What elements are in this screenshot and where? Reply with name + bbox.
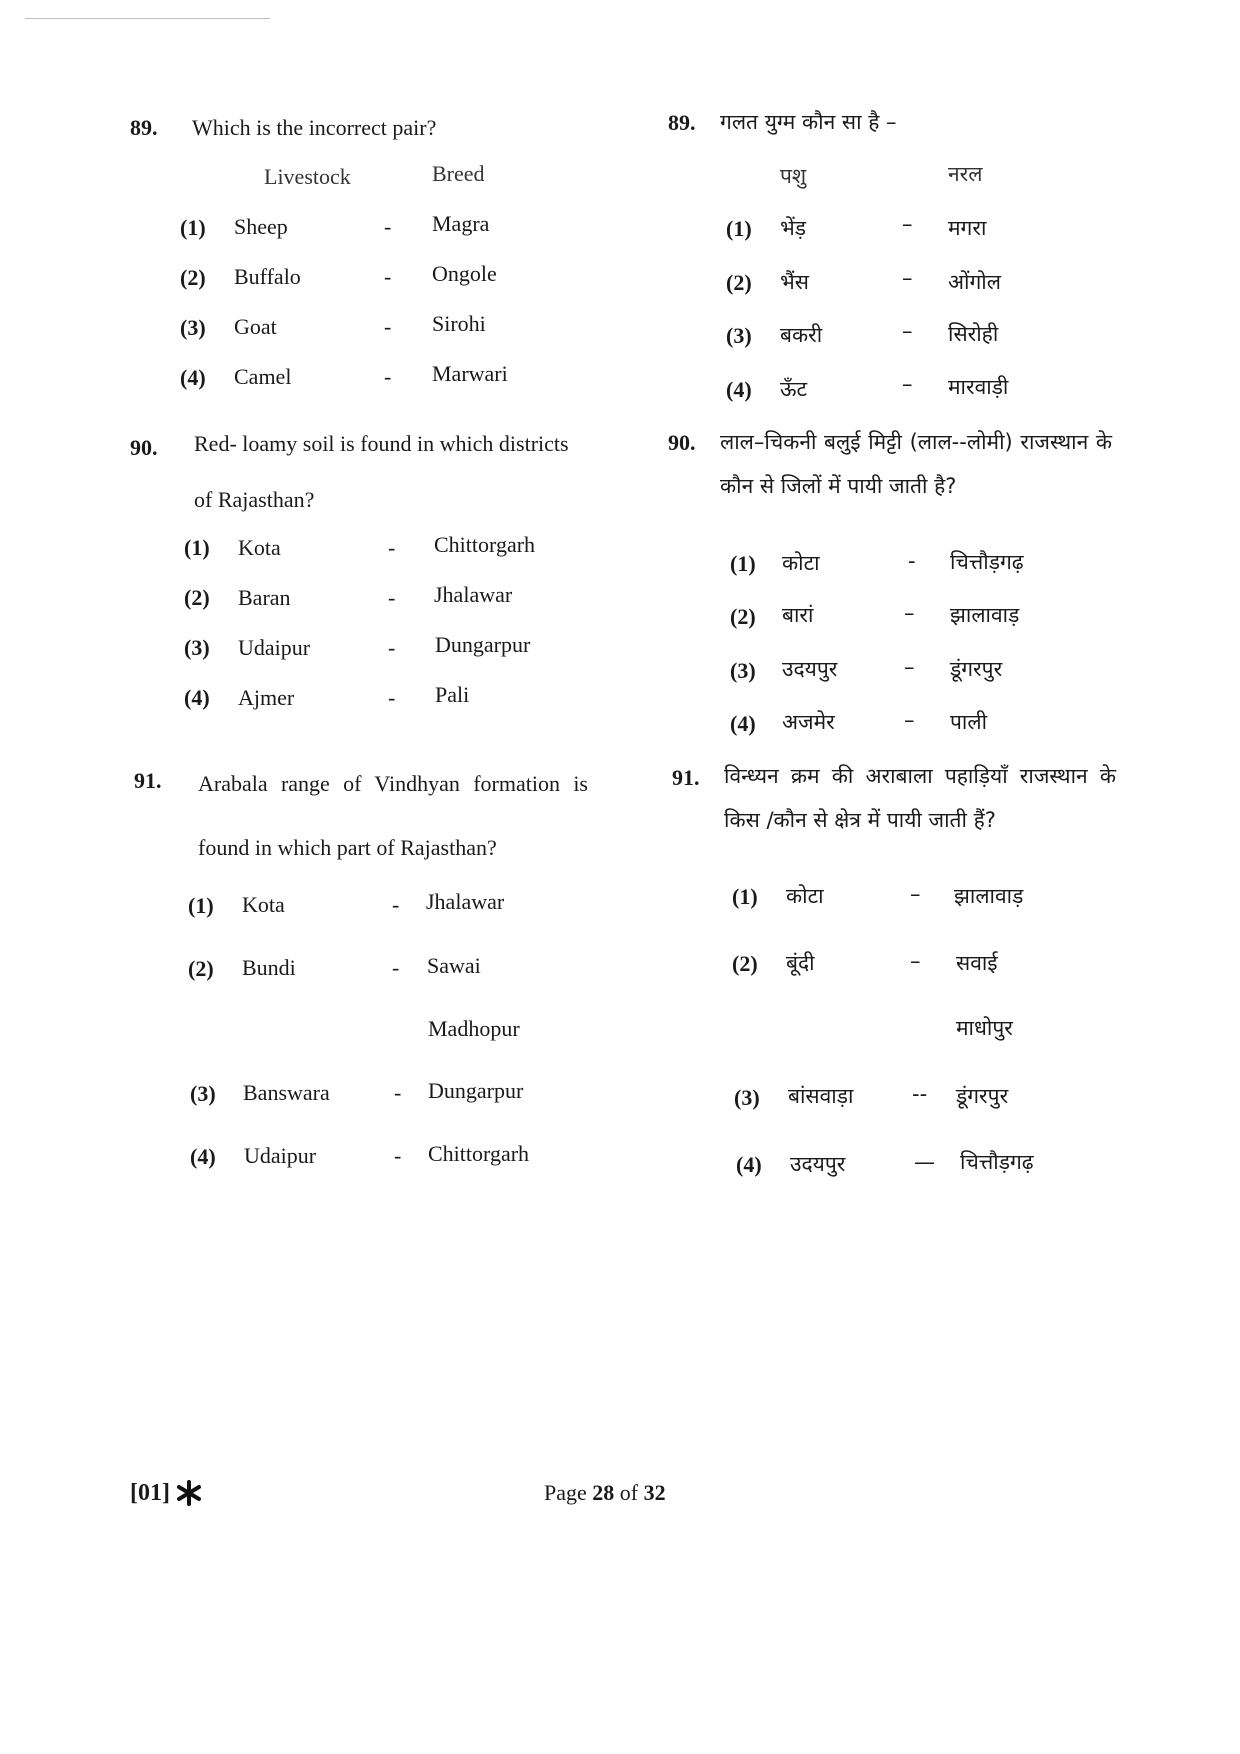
- question-number: 90.: [130, 435, 158, 460]
- option-left: उदयपुर: [790, 1152, 846, 1176]
- option-separator: --: [912, 1082, 928, 1106]
- question-number: 89.: [668, 110, 696, 135]
- option-left: Banswara: [243, 1080, 330, 1105]
- option-separator: –: [904, 655, 915, 679]
- option-separator: –: [910, 949, 921, 973]
- option-right: Marwari: [432, 361, 508, 386]
- option-number: (4): [730, 711, 756, 736]
- option-right: चित्तौड़गढ़: [960, 1150, 1034, 1174]
- option-number: (4): [726, 377, 752, 402]
- column-header-breed: नरल: [948, 162, 983, 186]
- option-right: Dungarpur: [435, 632, 531, 657]
- option-left: Buffalo: [234, 264, 301, 289]
- hindi-column: [668, 0, 1128, 1754]
- option-number: (4): [190, 1144, 216, 1169]
- option-separator: -: [384, 314, 392, 339]
- option-left: बारां: [782, 603, 814, 627]
- option-right: डूंगरपुर: [956, 1084, 1009, 1108]
- page-prefix: Page: [544, 1480, 587, 1505]
- option-separator: -: [392, 892, 400, 917]
- question-text: गलत युग्म कौन सा है –: [720, 110, 897, 134]
- option-number: (1): [726, 216, 752, 241]
- option-number: (2): [188, 956, 214, 981]
- option-left: कोटा: [782, 551, 820, 575]
- option-separator: -: [388, 585, 396, 610]
- option-right: पाली: [950, 710, 988, 734]
- option-left: Bundi: [242, 955, 296, 980]
- option-number: (2): [184, 585, 210, 610]
- option-separator: –: [902, 266, 913, 290]
- option-separator: -: [394, 1080, 402, 1105]
- option-right: झालावाड़: [954, 884, 1024, 908]
- option-right: Dungarpur: [428, 1078, 524, 1103]
- question-text: Which is the incorrect pair?: [192, 115, 437, 140]
- page-total: 32: [643, 1480, 666, 1505]
- paper-code-text: [01]: [130, 1480, 170, 1506]
- option-left: Baran: [238, 585, 291, 610]
- question-text: विन्ध्यन क्रम की अराबाला पहाड़ियाँ राजस्थान के किस /कौन से क्षेत्र में पायी जाती हैं?: [724, 764, 1116, 832]
- question-number: 89.: [130, 115, 158, 140]
- option-number: (2): [180, 265, 206, 290]
- question-text: Arabala range of Vindhyan formation is found in which part of Rajasthan?: [198, 771, 588, 860]
- option-right: सवाई: [956, 951, 998, 975]
- option-left: अजमेर: [782, 710, 835, 734]
- option-number: (1): [180, 215, 206, 240]
- question-text: Red- loamy soil is found in which districts of Rajasthan?: [194, 431, 569, 512]
- option-right: सिरोही: [948, 322, 999, 346]
- option-right: Pali: [435, 682, 470, 707]
- option-left: कोटा: [786, 884, 824, 908]
- page-of: of: [619, 1480, 639, 1505]
- option-right: Jhalawar: [426, 889, 505, 914]
- option-left: भेंड़: [780, 216, 806, 240]
- option-separator: –: [902, 319, 913, 343]
- column-header-livestock: Livestock: [264, 164, 351, 189]
- option-number: (1): [188, 893, 214, 918]
- option-number: (3): [180, 315, 206, 340]
- option-right: Chittorgarh: [428, 1141, 530, 1166]
- option-number: (4): [184, 685, 210, 710]
- option-left: Udaipur: [244, 1143, 317, 1168]
- option-right: Sawai: [427, 953, 481, 978]
- page-current: 28: [592, 1480, 615, 1505]
- option-number: (4): [180, 365, 206, 390]
- option-separator: -: [388, 635, 396, 660]
- option-separator: -: [384, 214, 392, 239]
- option-right: Sirohi: [432, 311, 486, 336]
- option-separator: -: [394, 1143, 402, 1168]
- option-number: (1): [730, 551, 756, 576]
- option-left: ऊँट: [780, 377, 808, 401]
- option-separator: –: [902, 372, 913, 396]
- option-left: बांसवाड़ा: [788, 1084, 854, 1108]
- option-right: मारवाड़ी: [948, 375, 1009, 399]
- option-separator: –: [904, 708, 915, 732]
- option-separator: -: [388, 535, 396, 560]
- option-left: Ajmer: [238, 685, 295, 710]
- option-separator: -: [388, 685, 396, 710]
- asterisk-icon: [176, 1480, 202, 1513]
- option-right: डूंगरपुर: [950, 657, 1003, 681]
- question-number: 91.: [134, 768, 162, 793]
- option-separator: –: [902, 212, 913, 236]
- paper-code: [130, 1480, 202, 1513]
- option-right-continued: माधोपुर: [956, 1016, 1013, 1040]
- option-number: (3): [730, 658, 756, 683]
- option-separator: –: [910, 882, 921, 906]
- option-left: Camel: [234, 364, 292, 389]
- option-number: (2): [730, 604, 756, 629]
- option-right: Jhalawar: [434, 582, 513, 607]
- option-left: भैंस: [780, 270, 809, 294]
- option-number: (1): [732, 884, 758, 909]
- option-left: Sheep: [234, 214, 288, 239]
- option-right: चित्तौड़गढ़: [950, 550, 1024, 574]
- option-separator: -: [384, 264, 392, 289]
- option-separator: –: [904, 601, 915, 625]
- page-indicator: [544, 1480, 666, 1506]
- option-left: Kota: [238, 535, 281, 560]
- option-number: (2): [726, 270, 752, 295]
- option-number: (3): [184, 635, 210, 660]
- option-number: (3): [190, 1081, 216, 1106]
- option-separator: -: [384, 364, 392, 389]
- option-number: (2): [732, 951, 758, 976]
- question-text: लाल–चिकनी बलुई मिट्टी (लाल--लोमी) राजस्थान के कौन से जिलों में पायी जाती है?: [720, 430, 1112, 498]
- option-number: (1): [184, 535, 210, 560]
- column-header-livestock: पशु: [780, 164, 807, 188]
- option-right: झालावाड़: [950, 603, 1020, 627]
- option-right-continued: Madhopur: [428, 1016, 520, 1041]
- option-right: Magra: [432, 211, 490, 236]
- option-separator: -: [392, 955, 400, 980]
- option-right: ओंगोल: [948, 270, 1001, 294]
- option-left: Kota: [242, 892, 285, 917]
- option-right: मगरा: [948, 216, 987, 240]
- option-left: बूंदी: [786, 951, 815, 975]
- option-left: Goat: [234, 314, 277, 339]
- question-number: 90.: [668, 430, 696, 455]
- option-left: उदयपुर: [782, 657, 838, 681]
- option-number: (3): [734, 1085, 760, 1110]
- option-separator: -: [908, 549, 916, 573]
- column-header-breed: Breed: [432, 161, 485, 186]
- option-number: (3): [726, 323, 752, 348]
- option-separator: —: [914, 1150, 935, 1174]
- option-right: Ongole: [432, 261, 497, 286]
- option-left: बकरी: [780, 323, 823, 347]
- question-number: 91.: [672, 765, 700, 790]
- option-right: Chittorgarh: [434, 532, 536, 557]
- option-number: (4): [736, 1152, 762, 1177]
- option-left: Udaipur: [238, 635, 311, 660]
